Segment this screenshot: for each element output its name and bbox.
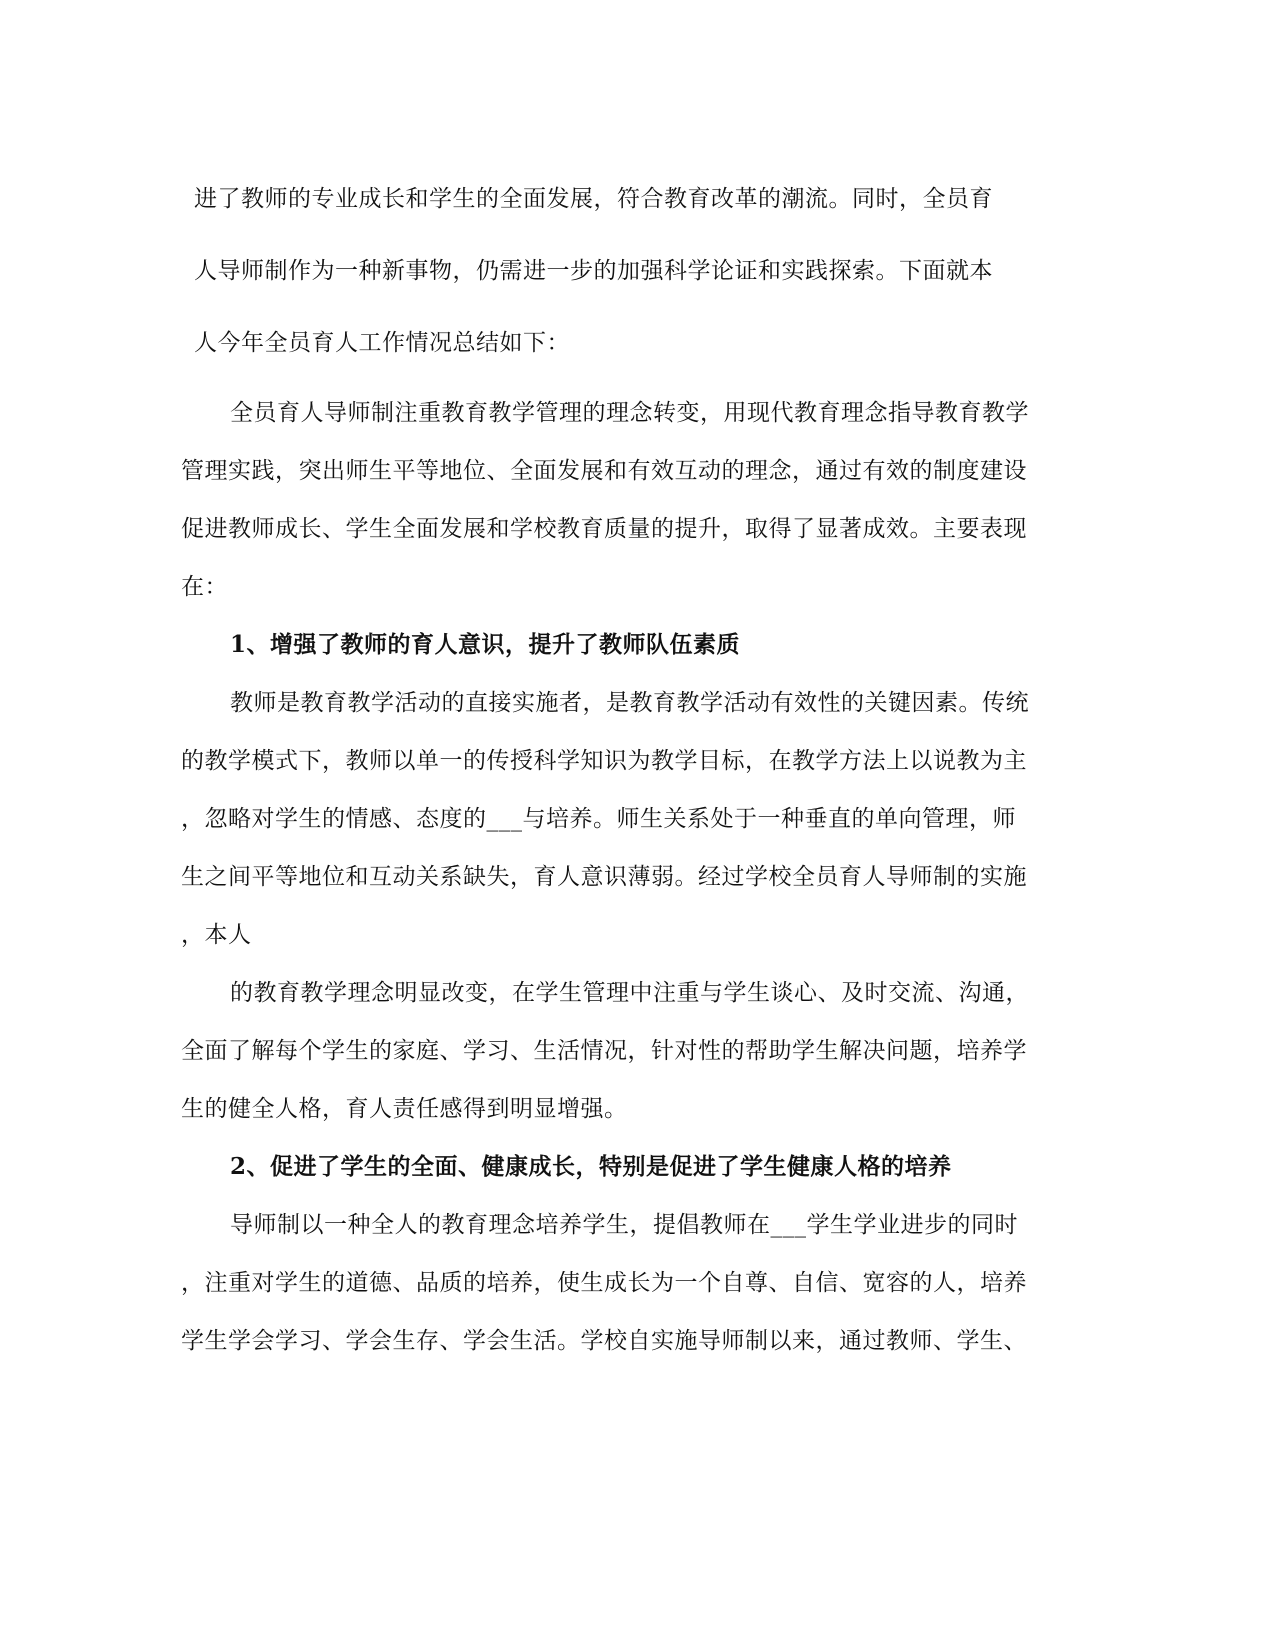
section-heading-2: 2、促进了学生的全面、健康成长，特别是促进了学生健康人格的培养 bbox=[230, 1153, 952, 1180]
para2-line-1: 教师是教育教学活动的直接实施者，是教育教学活动有效性的关键因素。传统 bbox=[230, 690, 1029, 716]
section-heading-1: 1、增强了教师的育人意识，提升了教师队伍素质 bbox=[230, 631, 741, 658]
intro-line-2: 人导师制作为一种新事物，仍需进一步的加强科学论证和实践探索。下面就本 bbox=[194, 258, 993, 284]
para4-line-1: 导师制以一种全人的教育理念培养学生，提倡教师在___学生学业进步的同时 bbox=[230, 1212, 1018, 1238]
para2-line-2: 的教学模式下，教师以单一的传授科学知识为教学目标，在教学方法上以说教为主 bbox=[181, 748, 1027, 774]
para3-line-2: 全面了解每个学生的家庭、学习、生活情况，针对性的帮助学生解决问题，培养学 bbox=[181, 1038, 1027, 1064]
para3-line-3: 生的健全人格，育人责任感得到明显增强。 bbox=[181, 1096, 628, 1122]
para1-line-3: 促进教师成长、学生全面发展和学校教育质量的提升，取得了显著成效。主要表现 bbox=[181, 516, 1027, 542]
para1-line-1: 全员育人导师制注重教育教学管理的理念转变，用现代教育理念指导教育教学 bbox=[230, 400, 1029, 426]
para2-line-3: ，忽略对学生的情感、态度的___与培养。师生关系处于一种垂直的单向管理，师 bbox=[181, 806, 1016, 832]
para1-line-4: 在： bbox=[181, 574, 228, 600]
para2-line-4: 生之间平等地位和互动关系缺失，育人意识薄弱。经过学校全员育人导师制的实施 bbox=[181, 864, 1027, 890]
intro-line-3: 人今年全员育人工作情况总结如下： bbox=[194, 330, 570, 356]
para2-line-5: ，本人 bbox=[181, 922, 252, 948]
para4-line-3: 学生学会学习、学会生存、学会生活。学校自实施导师制以来，通过教师、学生、 bbox=[181, 1328, 1027, 1354]
para3-line-1: 的教育教学理念明显改变，在学生管理中注重与学生谈心、及时交流、沟通， bbox=[230, 980, 1029, 1006]
para4-line-2: ，注重对学生的道德、品质的培养，使生成长为一个自尊、自信、宽容的人，培养 bbox=[181, 1270, 1027, 1296]
para1-line-2: 管理实践，突出师生平等地位、全面发展和有效互动的理念，通过有效的制度建设 bbox=[181, 458, 1027, 484]
intro-line-1: 进了教师的专业成长和学生的全面发展，符合教育改革的潮流。同时，全员育 bbox=[194, 186, 993, 212]
